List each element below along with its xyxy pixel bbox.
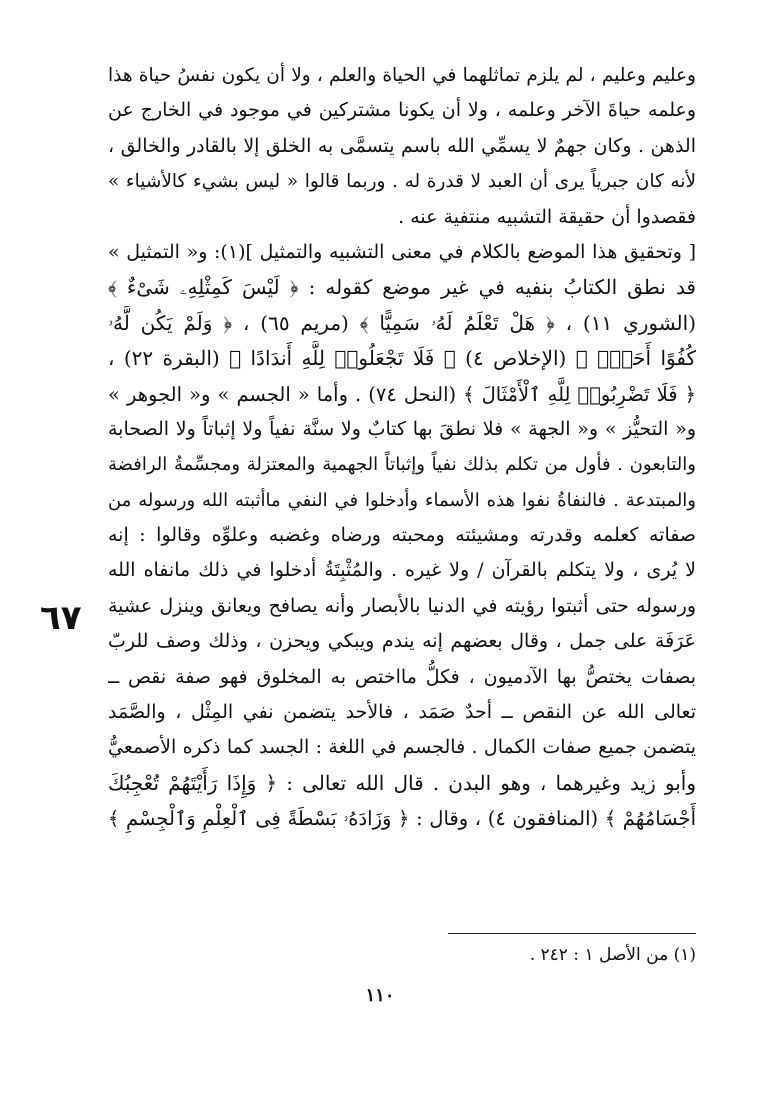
text-line: وأبو زيد وغيرهما ، وهو البدن . قال الله تعالى : ﴿ وَإِذَا رَأَيْتَهُمْ تُعْجِبُكَ [108,770,696,795]
text-line: و« التحيُّز » و« الجهة » فلا نطقَ بها كتابٌ ولا سنَّة نفياً ولا إثباتاً ولا الصحابة [108,417,696,440]
page-number: ١١٠ [365,985,395,1006]
text-line: الذهن . وكان جهمٌ لا يسمِّي الله باسم يتسمَّى به الخلق إلا بالقادر والخالق ، [108,134,696,157]
margin-page-reference: ٦٧ [40,598,82,638]
main-text [108,58,696,837]
text-line: والمبتدعة . فالنفاةُ نفوا هذه الأسماء وأدخلوا في النفي ماأثبته الله ورسوله من [108,489,696,511]
text-line: لأنه كان جبرياً يرى أن العبد لا قدرة له . وربما قالوا « ليس بشيء كالأشياء » [108,171,696,193]
text-line: لا يُرى ، ولا يتكلم بالقرآن / ولا غيره . والمُثْبِتَةُ أدخلوا في ذلك مانفاه الله [108,559,696,582]
footnote-divider [448,933,696,934]
text-line: وعلمه حياةَ الآخر وعلمه ، ولا أن يكونا مشتركين في موجود في الخارج عن [108,99,696,122]
text-line: قد نطق الكتابُ بنفيه في غير موضع كقوله : ﴿ لَيْسَ كَمِثْلِهِۦ شَىْءٌ ﴾ [108,275,696,300]
text-line: يتضمن جميع صفات الكمال . فالجسم في اللغة : الجسد كما ذكره الأصمعيُّ [108,736,696,759]
text-line: ﴿ فَلَا تَضْرِبُوا۟ لِلَّهِ ٱلْأَمْثَالَ ﴾ (النحل ٧٤) . وأما « الجسم » و« الجوهر » [108,382,696,406]
text-line: صفاته كعلمه وقدرته ومشيئته ومحبته ورضاه وغضبه وعلوِّه وقالوا : إنه [108,524,696,547]
text-line: بصفات يختصُّ بها الآدميون ، فكلُّ مااختص به المخلوق فهو صفة نقص ــ [108,665,696,688]
text-line: أَجْسَامُهُمْ ﴾ (المنافقون ٤) ، وقال : ﴿ وَزَادَهُۥ بَسْطَةً فِى ٱلْعِلْمِ وَٱلْجِسْمِ ﴾ [108,807,696,831]
text-line: عَرَفَة على جمل ، وقال بعضهم إنه يندم ويبكي ويحزن ، وذلك وصف للربّ [108,630,696,653]
text-line: كُفُوًا أَحَدٌۢ ﴾ (الإخلاص ٤) ﴿ فَلَا تَجْعَلُوا۟ لِلَّهِ أَندَادًا ﴾ (البقرة ٢٢) ، [108,346,696,371]
text-line: [ وتحقيق هذا الموضع بالكلام في معنى التشبيه والتمثيل ](١): و« التمثيل » [108,240,696,263]
text-line: فقصدوا أن حقيقة التشبيه منتفية عنه . [398,205,696,228]
text-line: ورسوله حتى أثبتوا رؤيته في الدنيا بالأبصار وأنه يصافح ويعانق وينزل عشية [108,594,696,617]
footnote: (١) من الأصل ١ : ٢٤٢ . [529,945,696,965]
text-line: والتابعون . فأول من تكلم بذلك نفياً وإثباتاً الجهمية والمعتزلة ومجسِّمةُ الرافضة [108,454,696,476]
text-line: تعالى الله عن النقص ــ أحدٌ صَمَد ، فالأحد يتضمن نفي المِثْل ، والصَّمَد [108,701,696,724]
text-line: وعليم وعليم ، لم يلزم تماثلهما في الحياة والعلم ، ولا أن يكون نفسُ حياة هذا [108,65,696,86]
text-line: (الشوري ١١) ، ﴿ هَلْ تَعْلَمُ لَهُۥ سَمِيًّا ﴾ (مريم ٦٥) ، ﴿ وَلَمْ يَكُن لَّهُۥ [108,310,696,335]
